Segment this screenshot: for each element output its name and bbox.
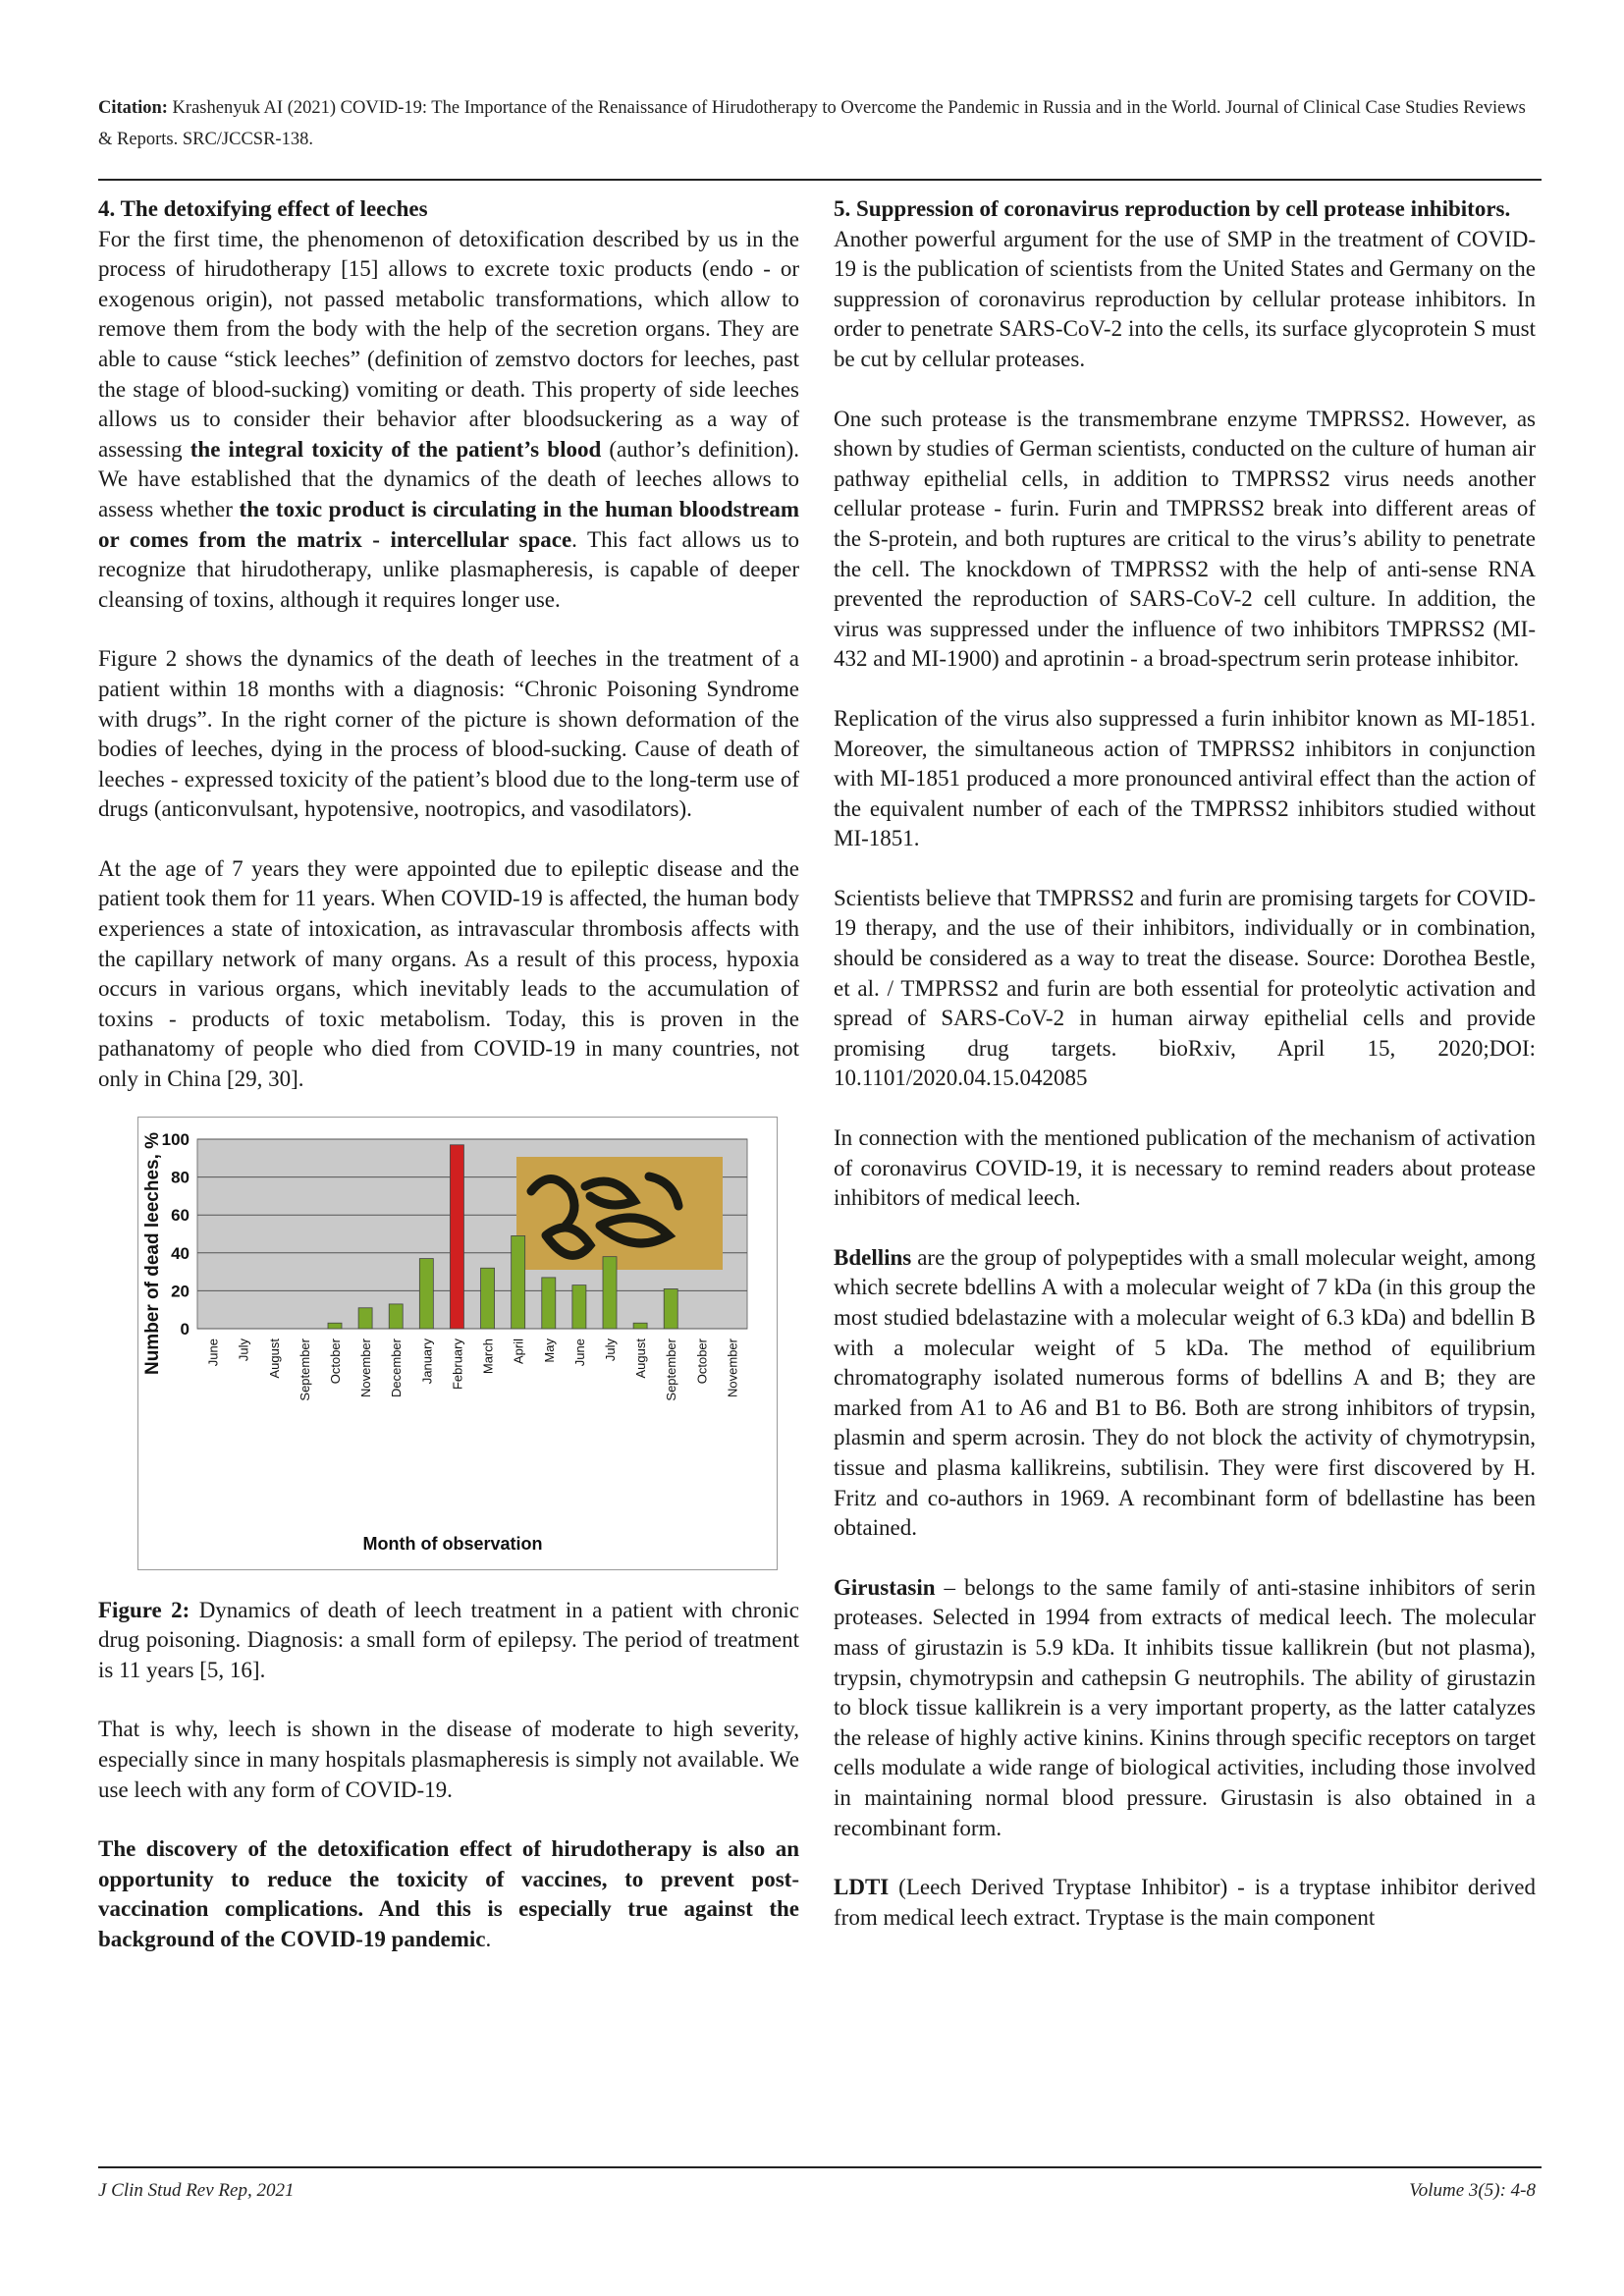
left-paragraph-2: Figure 2 shows the dynamics of the death of leeches in the treatment of a patient within 18 months with a diagnosis: “Chronic Poisoning Syndrome with drugs”. In the right corner of the picture is shown deformation of the bodies of leeches, dying in the process of blood-sucking. Cause of death of leeches - expressed toxicity of the patient’s blood due to the long-term use of drugs (anticonvulsant, hypotensive, nootropics, and vasodilators). — [98, 646, 799, 822]
x-tick-label: September — [297, 1338, 312, 1401]
bold-run: LDTI — [834, 1875, 890, 1900]
bold-run: Bdellins — [834, 1244, 912, 1270]
x-tick-label: February — [450, 1338, 465, 1390]
x-tick-label: January — [419, 1338, 435, 1384]
bar — [512, 1235, 525, 1329]
footer-volume: Volume 3(5): 4-8 — [1409, 2180, 1536, 2201]
left-column — [98, 194, 799, 1955]
bold-run: the integral toxicity of the patient’s blood — [189, 436, 602, 462]
left-paragraph-4: That is why, leech is shown in the disease of moderate to high severity, especially since in many hospitals plasmapheresis is simply not available. We use leech with any form of COVID-19. — [98, 1717, 799, 1802]
x-tick-label: July — [236, 1338, 251, 1361]
figure-2-caption — [98, 1596, 799, 1686]
bar — [481, 1268, 495, 1329]
right-paragraph-4: Scientists believe that TMPRSS2 and furin are promising targets for COVID-19 therapy, and the use of their inhibitors, individually or in combination, should be considered as a way to treat the disease. Source: Dorothea Bestle, et al. / TMPRSS2 and furin are both essential for proteolytic activation and spread of SARS-CoV-2 in human airway epithelial cells and provide promising drug targets. bioRxiv, April 15, 2020;DOI: 10.1101/2020.04.15.042085 — [834, 885, 1536, 1091]
left-paragraph-3: At the age of 7 years they were appointed due to epileptic disease and the patient took them for 11 years. When COVID-19 is affected, the human body experiences a state of intoxication, as intravascular thrombosis affects with the capillary network of many organs. As a result of this process, hypoxia occurs in various organs, which inevitably leads to the accumulation of toxins - products of toxic metabolism. Today, this is proven in the pathanatomy of people who died from COVID-19 in many countries, not only in China [29, 30]. — [98, 855, 799, 1092]
text-run: . — [485, 1926, 492, 1951]
y-tick-label: 80 — [171, 1168, 189, 1187]
leech-photo — [516, 1157, 723, 1270]
x-tick-label: June — [571, 1338, 587, 1366]
bar — [603, 1256, 617, 1328]
x-tick-label: September — [664, 1338, 679, 1401]
right-paragraph-5: In connection with the mentioned publication of the mechanism of activation of coronavirus COVID-19, it is necessary to remind readers about protease inhibitors of medical leech. — [834, 1125, 1536, 1211]
text-run: (Leech Derived Tryptase Inhibitor) - is a tryptase inhibitor derived from medical leech extract. Tryptase is the main component — [834, 1875, 1536, 1930]
citation-text: Krashenyuk AI (2021) COVID-19: The Importance of the Renaissance of Hirudotherapy to Overcome the Pandemic in Russia and in the World. Journal of Clinical Case Studies Reviews & Reports. SRC/JCCSR-138. — [98, 98, 1526, 149]
bar — [419, 1258, 433, 1328]
citation — [98, 92, 1542, 155]
y-tick-label: 20 — [171, 1282, 189, 1301]
text-run: (author’s definition). We have established that the dynamics of the death of leeches allows to assess whether — [98, 436, 799, 521]
text-run: – belongs to the same family of anti-stasine inhibitors of serin proteases. Selected in 1994 from extracts of medical leech. The molecular mass of girustazin is 5.9 kDa. It inhibits tissue kallikrein (but not plasma), trypsin, chymotrypsin and cathepsin G neutrophils. The ability of girustazin to block tissue kallikrein is a very important property, as the latter catalyzes the release of highly active kinins. Kinins through specific receptors on target cells modulate a wide range of biological activities, including those involved in maintaining normal blood pressure. Girustasin is also obtained in a recombinant form. — [834, 1574, 1536, 1840]
bar — [389, 1304, 403, 1329]
x-tick-label: November — [358, 1338, 374, 1397]
x-tick-label: May — [541, 1338, 557, 1363]
figure-2-chart — [138, 1118, 777, 1569]
x-tick-label: December — [389, 1338, 405, 1397]
right-paragraph-girustasin — [834, 1573, 1536, 1843]
right-paragraph-bdellins — [834, 1243, 1536, 1544]
x-tick-label: August — [266, 1338, 282, 1379]
x-tick-label: July — [603, 1338, 618, 1361]
x-axis-label: Month of observation — [362, 1533, 543, 1554]
section-4-heading: 4. The detoxifying effect of leeches — [98, 196, 428, 221]
bold-run: Girustasin — [834, 1574, 936, 1600]
citation-label: Citation: — [98, 98, 168, 118]
text-run: . This fact allows us to recognize that hirudotherapy, unlike plasmapheresis, is capable of deeper cleansing of toxins, although it requires longer use. — [98, 526, 799, 612]
caption-text: Dynamics of death of leech treatment in a patient with chronic drug poisoning. Diagnosis: a small form of epilepsy. The period of treatment is 11 years [5, 16]. — [98, 1597, 799, 1682]
right-paragraph-1: Another powerful argument for the use of SMP in the treatment of COVID-19 is the publication of scientists from the United States and Germany on the suppression of coronavirus reproduction by cellular protease inhibitors. In order to penetrate SARS-CoV-2 into the cells, its surface glycoprotein S must be cut by cellular proteases. — [834, 226, 1536, 371]
bar — [358, 1307, 372, 1328]
right-paragraph-2: One such protease is the transmembrane enzyme TMPRSS2. However, as shown by studies of German scientists, conducted on the culture of human air pathway epithelial cells, in addition to TMPRSS2 virus needs another cellular protease - furin. Furin and TMPRSS2 break into different areas of the S-protein, and both ruptures are critical to the virus’s ability to penetrate the cell. The knockdown of TMPRSS2 with the help of anti-sense RNA prevented the reproduction of SARS-CoV-2 cell culture. In addition, the virus was suppressed under the influence of two inhibitors TMPRSS2 (MI-432 and MI-1900) and aprotinin - a broad-spectrum serin protease inhibitor. — [834, 406, 1536, 672]
bar — [572, 1285, 586, 1328]
x-tick-label: August — [633, 1338, 649, 1379]
text-run: are the group of polypeptides with a small molecular weight, among which secrete bdellins A with a molecular weight of 7 kDa (in this group the most studied bdelastazine with a molecular weight of 6.3 kDa) and bdellin B with a molecular weight of 5 kDa. The method of equilibrium chromatography isolated numerous forms of bdellins A and B; they are marked from A1 to A6 and B1 to B6. Both are strong inhibitors of trypsin, plasmin and sperm acrosin. They do not block the activity of chymotrypsin, tissue and plasma kallikreins, subtilisin. They were first discovered by H. Fritz and co-authors in 1969. A recombinant form of bdellastine has been obtained. — [834, 1244, 1536, 1541]
section-5-heading: 5. Suppression of coronavirus reproduction by cell protease inhibitors. — [834, 196, 1511, 221]
text-run: For the first time, the phenomenon of detoxification described by us in the process of hirudotherapy [15] allows to excrete toxic products (endo - or exogenous origin), not passed metabolic transformations, which allow to remove them from the body with the help of the secretion organs. They are able to cause “stick leeches” (definition of zemstvo doctors for leeches, past the stage of blood-sucking) vomiting or death. This property of side leeches allows us to consider their behavior after bloodsuckering as a way of assessing — [98, 226, 799, 462]
caption-label: Figure 2: — [98, 1597, 190, 1622]
bar — [450, 1144, 463, 1328]
x-tick-label: October — [694, 1338, 710, 1384]
bold-run: The discovery of the detoxification effect of hirudotherapy is also an opportunity to reduce the toxicity of vaccines, to prevent post-vaccination complications. And this is especially true against the background of the COVID-19 pandemic — [98, 1836, 799, 1951]
bar — [542, 1278, 556, 1329]
bold-run: the toxic product is circulating in the human bloodstream or comes from the matrix - intercellular space — [98, 496, 799, 552]
x-tick-label: October — [328, 1338, 343, 1384]
right-column — [834, 194, 1536, 1933]
right-paragraph-3: Replication of the virus also suppressed a furin inhibitor known as MI-1851. Moreover, the simultaneous action of TMPRSS2 inhibitors in conjunction with MI-1851 produced a more pronounced antiviral effect than the action of the equivalent number of each of the TMPRSS2 inhibitors studied without MI-1851. — [834, 705, 1536, 851]
right-paragraph-ldti — [834, 1873, 1536, 1933]
figure-2 — [137, 1117, 778, 1570]
x-tick-label: November — [725, 1338, 740, 1397]
y-tick-label: 100 — [161, 1129, 189, 1149]
x-tick-label: June — [205, 1338, 221, 1366]
footer-journal: J Clin Stud Rev Rep, 2021 — [98, 2180, 295, 2201]
x-tick-label: March — [480, 1338, 496, 1374]
y-tick-label: 0 — [180, 1319, 189, 1339]
left-paragraph-1 — [98, 225, 799, 616]
bar — [664, 1288, 677, 1329]
y-tick-label: 60 — [171, 1205, 189, 1225]
footer-rule — [98, 2166, 1542, 2168]
y-tick-label: 40 — [171, 1243, 189, 1263]
bar — [633, 1323, 647, 1329]
x-tick-label: April — [511, 1338, 526, 1364]
header-rule — [98, 179, 1542, 181]
bar — [328, 1323, 342, 1329]
left-paragraph-5 — [98, 1834, 799, 1954]
y-axis-label: Number of dead leeches, % — [142, 1131, 163, 1375]
